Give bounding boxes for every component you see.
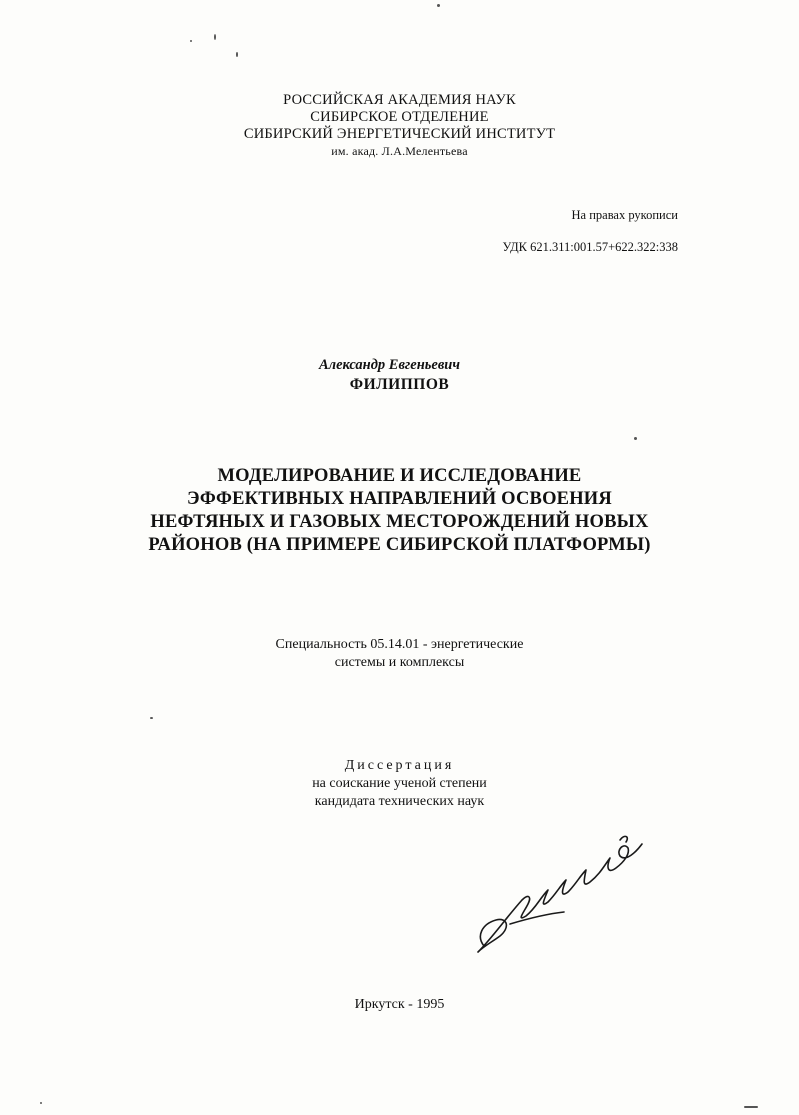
institution-named-after: им. акад. Л.А.Мелентьева: [331, 144, 468, 158]
city-year: Иркутск - 1995: [354, 997, 445, 1012]
title-line-4: РАЙОНОВ (НА ПРИМЕРЕ СИБИРСКОЙ ПЛАТФОРМЫ): [148, 535, 651, 555]
title-line-2: ЭФФЕКТИВНЫХ НАПРАВЛЕНИЙ ОСВОЕНИЯ: [187, 489, 612, 509]
speciality-block: [0, 636, 799, 672]
title-line-1: МОДЕЛИРОВАНИЕ И ИССЛЕДОВАНИЕ: [217, 466, 582, 486]
udk-code: УДК 621.311:001.57+622.322:338: [502, 240, 678, 254]
degree-line-1: на соискание ученой степени: [312, 776, 487, 791]
speciality-line-1: Специальность 05.14.01 - энергетические: [275, 637, 524, 652]
dissertation-title: [0, 465, 799, 557]
author-last-name: ФИЛИППОВ: [349, 376, 450, 393]
manuscript-rights-note: На правах рукописи: [571, 208, 678, 222]
speciality-line-2: системы и комплексы: [334, 655, 465, 670]
degree-heading: Диссертация: [344, 758, 455, 773]
degree-line-2: кандидата технических наук: [314, 794, 485, 809]
author-first-names: Александр Евгеньевич: [319, 357, 460, 373]
scan-speck: [236, 52, 238, 57]
institution-institute: СИБИРСКИЙ ЭНЕРГЕТИЧЕСКИЙ ИНСТИТУТ: [243, 126, 556, 142]
scan-speck: [150, 717, 153, 719]
institution-branch: СИБИРСКОЕ ОТДЕЛЕНИЕ: [310, 109, 489, 125]
title-line-3: НЕФТЯНЫХ И ГАЗОВЫХ МЕСТОРОЖДЕНИЙ НОВЫХ: [150, 512, 649, 532]
signature-icon: [470, 828, 650, 963]
institution-academy: РОССИЙСКАЯ АКАДЕМИЯ НАУК: [283, 92, 516, 108]
scan-speck: [744, 1106, 758, 1108]
scan-speck: [190, 40, 192, 42]
author-block: [0, 357, 799, 394]
scan-speck: [634, 437, 637, 440]
scan-speck: [214, 34, 216, 40]
degree-block: [0, 757, 799, 811]
institution-block: [0, 92, 799, 160]
scan-speck: [437, 4, 440, 7]
scan-speck: [40, 1102, 42, 1104]
